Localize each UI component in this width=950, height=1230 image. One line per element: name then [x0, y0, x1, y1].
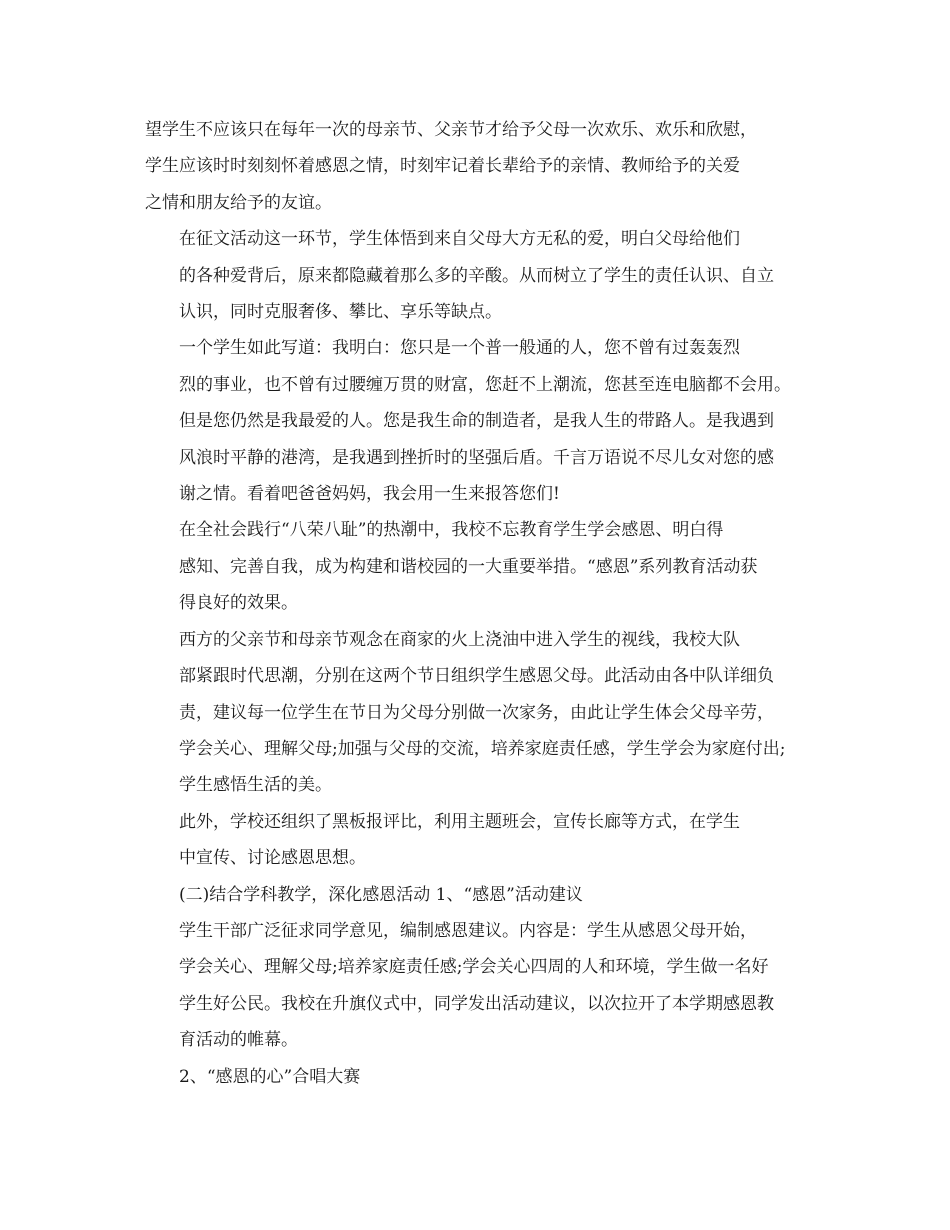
text-line: 西方的父亲节和母亲节观念在商家的火上浇油中进入学生的视线，我校大队: [179, 629, 740, 650]
text-line: 学会关心、理解父母;培养家庭责任感;学会关心四周的人和环境，学生做一名好: [179, 957, 769, 978]
text-line: 责，建议每一位学生在节日为父母分别做一次家务，由此让学生体会父母辛劳，: [179, 702, 774, 723]
text-line: 的各种爱背后，原来都隐藏着那么多的辛酸。从而树立了学生的责任认识、自立: [179, 265, 774, 286]
text-line: 学生应该时时刻刻怀着感恩之情，时刻牢记着长辈给予的亲情、教师给予的关爱: [145, 156, 740, 177]
paragraph: [145, 330, 815, 512]
paragraph: [145, 622, 815, 804]
text-line: 烈的事业，也不曾有过腰缠万贯的财富，您赶不上潮流，您甚至连电脑都不会用。: [179, 374, 791, 395]
text-line: 学生干部广泛征求同学意见，编制感恩建议。内容是：学生从感恩父母开始，: [179, 920, 757, 941]
text-line: 在全社会践行“八荣八耻”的热潮中，我校不忘教育学生学会感恩、明白得: [179, 520, 724, 541]
text-line: 学生好公民。我校在升旗仪式中，同学发出活动建议，以次拉开了本学期感恩教: [179, 993, 774, 1014]
text-line: 在征文活动这一环节，学生体悟到来自父母大方无私的爱，明白父母给他们: [179, 229, 740, 250]
text-line: 谢之情。看着吧爸爸妈妈，我会用一生来报答您们!: [179, 484, 560, 505]
text-line: 2、“感恩的心”合唱大赛: [179, 1066, 361, 1087]
paragraph: [145, 804, 815, 877]
paragraph: [145, 1059, 815, 1095]
text-line: (二)结合学科教学，深化感恩活动 1、“感恩”活动建议: [179, 884, 583, 905]
document-body: [145, 112, 815, 1095]
text-line: 育活动的帷幕。: [179, 1030, 298, 1051]
text-line: 中宣传、讨论感恩思想。: [179, 848, 366, 869]
text-line: 认识，同时克服奢侈、攀比、享乐等缺点。: [179, 302, 502, 323]
paragraph: [145, 512, 815, 621]
text-line: 得良好的效果。: [179, 593, 298, 614]
text-line: 部紧跟时代思潮，分别在这两个节日组织学生感恩父母。此活动由各中队详细负: [179, 666, 774, 687]
paragraph: [145, 877, 815, 913]
text-line: 之情和朋友给予的友谊。: [145, 192, 332, 213]
text-line: 风浪时平静的港湾，是我遇到挫折时的坚强后盾。千言万语说不尽儿女对您的感: [179, 447, 774, 468]
paragraph: [145, 221, 815, 330]
paragraph: [145, 913, 815, 1059]
text-line: 望学生不应该只在每年一次的母亲节、父亲节才给予父母一次欢乐、欢乐和欣慰，: [145, 120, 757, 140]
text-line: 但是您仍然是我最爱的人。您是我生命的制造者，是我人生的带路人。是我遇到: [179, 411, 774, 432]
text-line: 感知、完善自我，成为构建和谐校园的一大重要举措。“感恩”系列教育活动获: [179, 556, 758, 577]
paragraph: [145, 112, 815, 221]
text-line: 此外，学校还组织了黑板报评比，利用主题班会，宣传长廊等方式，在学生: [179, 811, 740, 832]
text-line: 学会关心、理解父母;加强与父母的交流，培养家庭责任感，学生学会为家庭付出;: [179, 738, 786, 759]
text-line: 学生感悟生活的美。: [179, 775, 332, 796]
text-line: 一个学生如此写道：我明白：您只是一个普一般通的人，您不曾有过轰轰烈: [179, 338, 740, 359]
